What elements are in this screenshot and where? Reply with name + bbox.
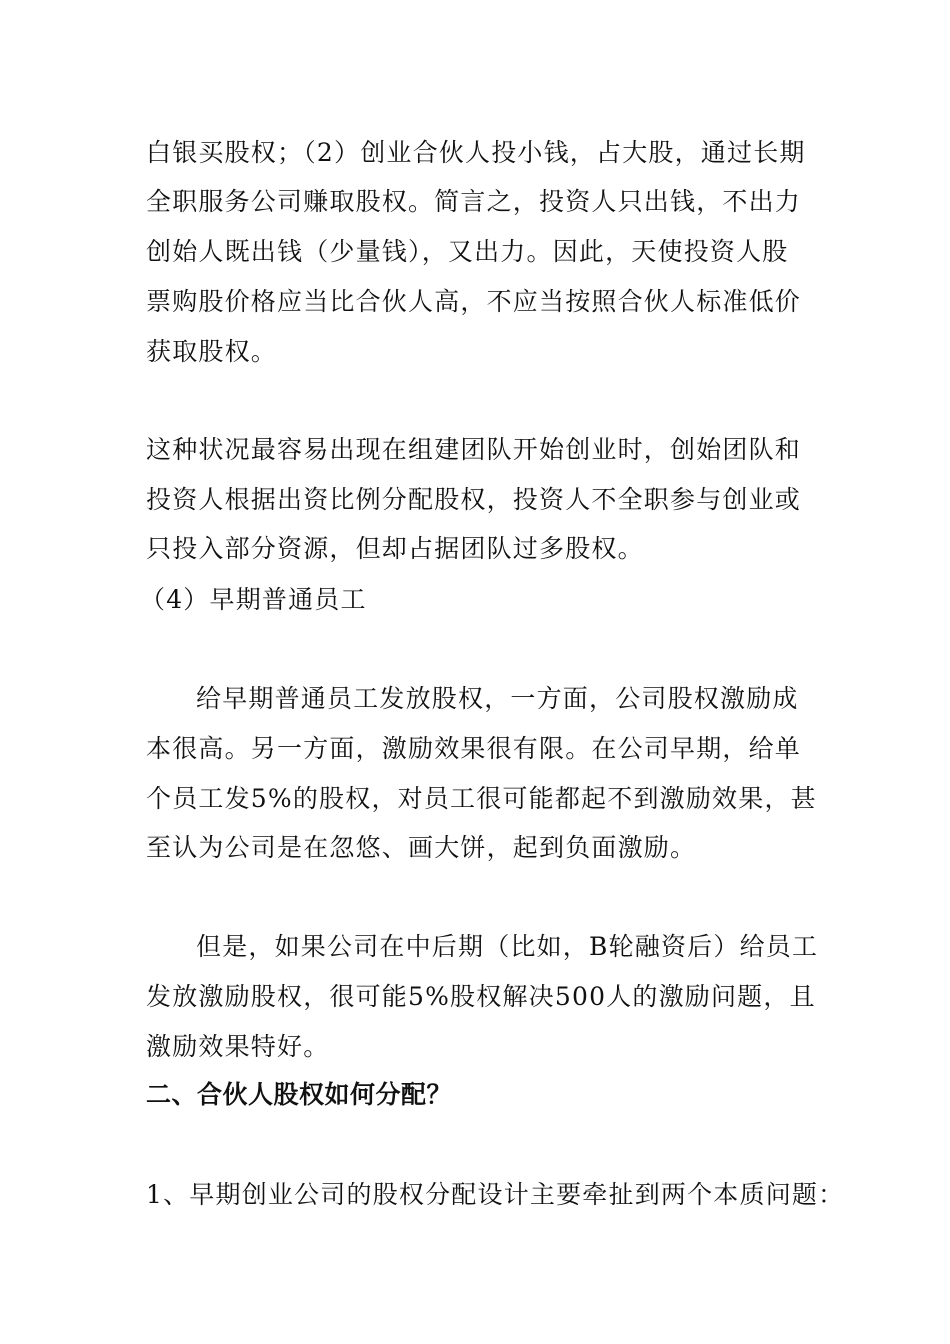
paragraph-1-line-3: 创始人既出钱（少量钱），又出力。因此，天使投资人股 xyxy=(146,237,789,266)
paragraph-2-line-3: 只投入部分资源，但却占据团队过多股权。 xyxy=(146,534,644,563)
paragraph-5-line-1: 1、早期创业公司的股权分配设计主要牵扯到两个本质问题： xyxy=(146,1180,845,1209)
paragraph-3-line-1: 给早期普通员工发放股权，一方面，公司股权激励成 xyxy=(196,684,799,713)
section-heading: 二、合伙人股权如何分配？ xyxy=(146,1080,453,1109)
paragraph-1-line-4: 票购股价格应当比合伙人高，不应当按照合伙人标准低价 xyxy=(146,287,802,316)
paragraph-1-line-5: 获取股权。 xyxy=(146,337,278,366)
paragraph-2-line-2: 投资人根据出资比例分配股权，投资人不全职参与创业或 xyxy=(146,485,802,514)
paragraph-4-line-3: 激励效果特好。 xyxy=(146,1032,330,1061)
paragraph-2-line-1: 这种状况最容易出现在组建团队开始创业时，创始团队和 xyxy=(146,435,802,464)
paragraph-4-line-2: 发放激励股权，很可能5%股权解决500人的激励问题，且 xyxy=(146,982,816,1011)
paragraph-1-line-1: 白银买股权；（2）创业合伙人投小钱，占大股，通过长期 xyxy=(146,138,806,167)
subheading-early-employees: （4）早期普通员工 xyxy=(140,585,367,614)
paragraph-1-line-2: 全职服务公司赚取股权。简言之，投资人只出钱，不出力 xyxy=(146,187,802,216)
paragraph-3-line-2: 本很高。另一方面，激励效果很有限。在公司早期，给单 xyxy=(146,734,802,763)
paragraph-3-line-3: 个员工发5%的股权，对员工很可能都起不到激励效果，甚 xyxy=(146,784,817,813)
paragraph-3-line-4: 至认为公司是在忽悠、画大饼，起到负面激励。 xyxy=(146,833,697,862)
paragraph-4-line-1: 但是，如果公司在中后期（比如，B轮融资后）给员工 xyxy=(196,932,819,961)
